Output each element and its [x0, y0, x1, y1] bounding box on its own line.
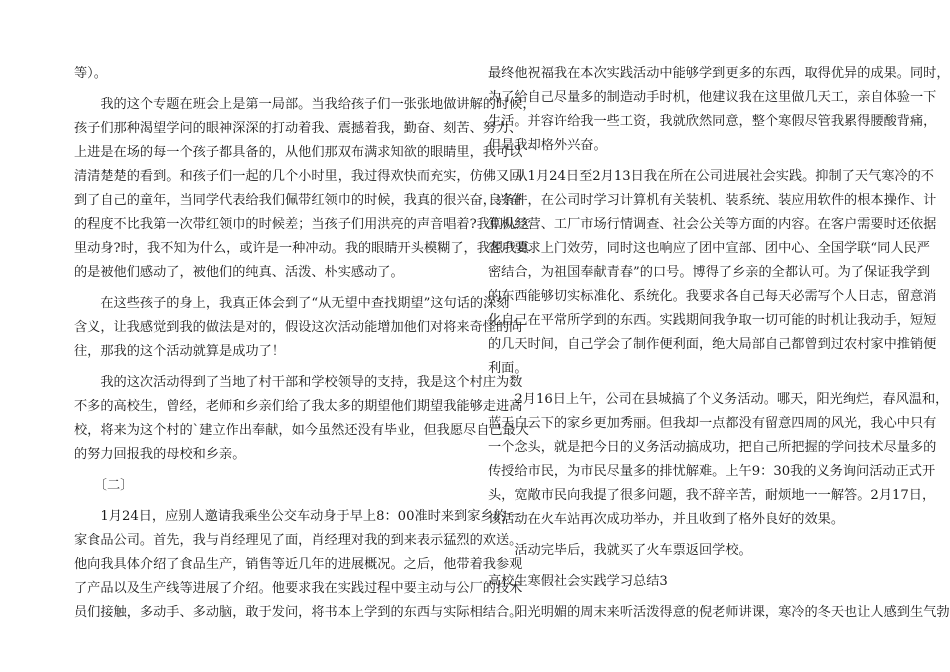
text-line: 了产品以及生产线等进展了介绍。他要求我在实践过程中要主动与公厂的技术 — [74, 581, 523, 596]
text-line: 的是被他们感动了，被他们的纯真、活泼、朴实感动了。 — [74, 265, 404, 280]
text-line: 他向我具体介绍了食品生产，销售等近几年的进展概况。之后，他带着我参观 — [74, 557, 523, 572]
paragraph-gap — [74, 285, 464, 292]
paragraph-gap — [74, 364, 464, 371]
text-line: 往，那我的这个活动就算是成功了！ — [74, 344, 285, 359]
text-line: 化自己在平常所学到的东西。实践期间我争取一切可能的时机让我动手，短短 — [488, 313, 937, 328]
text-line: 密结合，为祖国奉献青春”的口号。博得了乡亲的全都认可。为了保证我学到 — [488, 265, 930, 280]
text-line: 高校生寒假社会实践学习总结3 — [488, 574, 668, 589]
text-line: 1月24日，应别人邀请我乘坐公交车动身于早上8：00准时来到家乡的一 — [74, 509, 520, 524]
text-line: 〔二〕 — [74, 478, 134, 493]
text-line: 在这些孩子的身上，我真正体会到了“从无望中查找期望”这句话的深刻 — [74, 296, 510, 311]
text-line: 清清楚楚的看到。和孩子们一起的几个小时里，我过得欢快而充实，仿佛又回 — [74, 169, 523, 184]
paragraph-gap — [74, 467, 464, 474]
right-text-column — [488, 62, 950, 625]
paragraph-gap — [74, 498, 464, 505]
text-line: 利面。 — [488, 361, 528, 376]
text-line: 算机经营、工厂市场行情调查、社会公关等方面的内容。在客户需要时还依据 — [488, 217, 937, 232]
text-line: 头，宽敞市民向我提了很多问题，我不辞辛苦，耐烦地一一解答。2月17日， — [488, 488, 936, 503]
text-line: 含义，让我感觉到我的做法是对的，假设这次活动能增加他们对将来奇怪的向 — [74, 320, 523, 335]
text-line: 的东西能够切实标准化、系统化。我要求各自己每天必需写个人日志，留意消 — [488, 289, 937, 304]
text-line: 上进是在场的每一个孩子都具备的，从他们那双布满求知欲的眼睛里，我可以 — [74, 145, 523, 160]
text-line: 我的这次活动得到了当地了村干部和学校领导的支持，我是这个村庄为数 — [74, 375, 523, 390]
text-line: 2月16日上午，公司在县城搞了个义务活动。哪天，阳光绚烂，春风温和， — [488, 392, 949, 407]
text-line: 孩子们那种渴望学问的眼神深深的打动着我、震撼着我，勤奋、刻苦、努力、 — [74, 121, 523, 136]
paragraph-gap — [488, 532, 880, 539]
text-line: 家食品公司。首先，我与肖经理见了面，肖经理对我的到来表示猛烈的欢送。 — [74, 533, 523, 548]
text-line: 的努力回报我的母校和乡亲。 — [74, 447, 246, 462]
paragraph-gap — [74, 86, 464, 93]
text-line: 良条件，在公司时学习计算机有关装机、装系统、装应用软件的根本操作、计 — [488, 193, 937, 208]
text-line: 活动完毕后，我就买了火车票返回学校。 — [488, 543, 752, 558]
text-line: 员们接触，多动手、多动脑，敢于发问，将书本上学到的东西与实际相结合。 — [74, 605, 523, 620]
paragraph-gap — [488, 381, 880, 388]
text-line: 的程度不比我第一次带红领巾的时候差；当孩子们用洪亮的声音唱着?我们从这 — [74, 217, 530, 232]
text-line: 我的这个专题在班会上是第一局部。当我给孩子们一张张地做讲解的时候， — [74, 97, 536, 112]
paragraph-gap — [488, 563, 880, 570]
text-line: 为了给自己尽量多的制造动手时机，他建议我在这里做几天工，亲自体验一下 — [488, 90, 937, 105]
text-line: 等）。 — [74, 66, 107, 81]
paragraph-gap — [488, 158, 880, 165]
text-line: 生活。并容许给我一些工资，我就欣然同意，整个寒假尽管我累得腰酸背痛， — [488, 114, 937, 129]
text-line: 客户要求上门效劳，同时这也响应了团中宣部、团中心、全国学联“同人民严 — [488, 241, 930, 256]
text-line: 阳光明媚的周末来听活泼得意的倪老师讲课，寒冷的冬天也让人感到生气勃 — [488, 605, 950, 620]
text-line: 传授给市民，为市民尽量多的排忧解难。上午9：30我的义务询问活动正式开 — [488, 464, 936, 479]
text-line: 最终他祝福我在本次实践活动中能够学到更多的东西，取得优异的成果。同时， — [488, 66, 950, 81]
text-line: 校，将来为这个村的`建立作出奉献，如今虽然还没有毕业，但我愿尽自己最大 — [74, 423, 529, 438]
text-line: 一个念头，就是把今日的义务活动搞成功，把自己所把握的学问技术尽量多的 — [488, 440, 937, 455]
paragraph-gap — [488, 594, 880, 601]
text-line: 从1月24日至2月13日我在所在公司进展社会实践。抑制了天气寒冷的不 — [488, 169, 934, 184]
text-line: 不多的高校生，曾经，老师和乡亲们给了我太多的期望他们期望我能够走进高 — [74, 399, 523, 414]
text-line: 的几天时间，自己学会了制作便利面，绝大局部自己都曾到过农村家中推销便 — [488, 337, 937, 352]
text-line: 到了自己的童年，当同学代表给我们佩带红领巾的时候，我真的很兴奋，兴奋 — [74, 193, 523, 208]
text-line: 但是我却格外兴奋。 — [488, 138, 607, 153]
text-line: 该活动在火车站再次成功举办，并且收到了格外良好的效果。 — [488, 512, 845, 527]
text-line: 蓝天白云下的家乡更加秀丽。但我却一点都没有留意四周的风光，我心中只有 — [488, 416, 937, 431]
text-line: 里动身?时，我不知为什么，或许是一种冲动。我的眼睛开头模糊了，我想我真 — [74, 241, 530, 256]
